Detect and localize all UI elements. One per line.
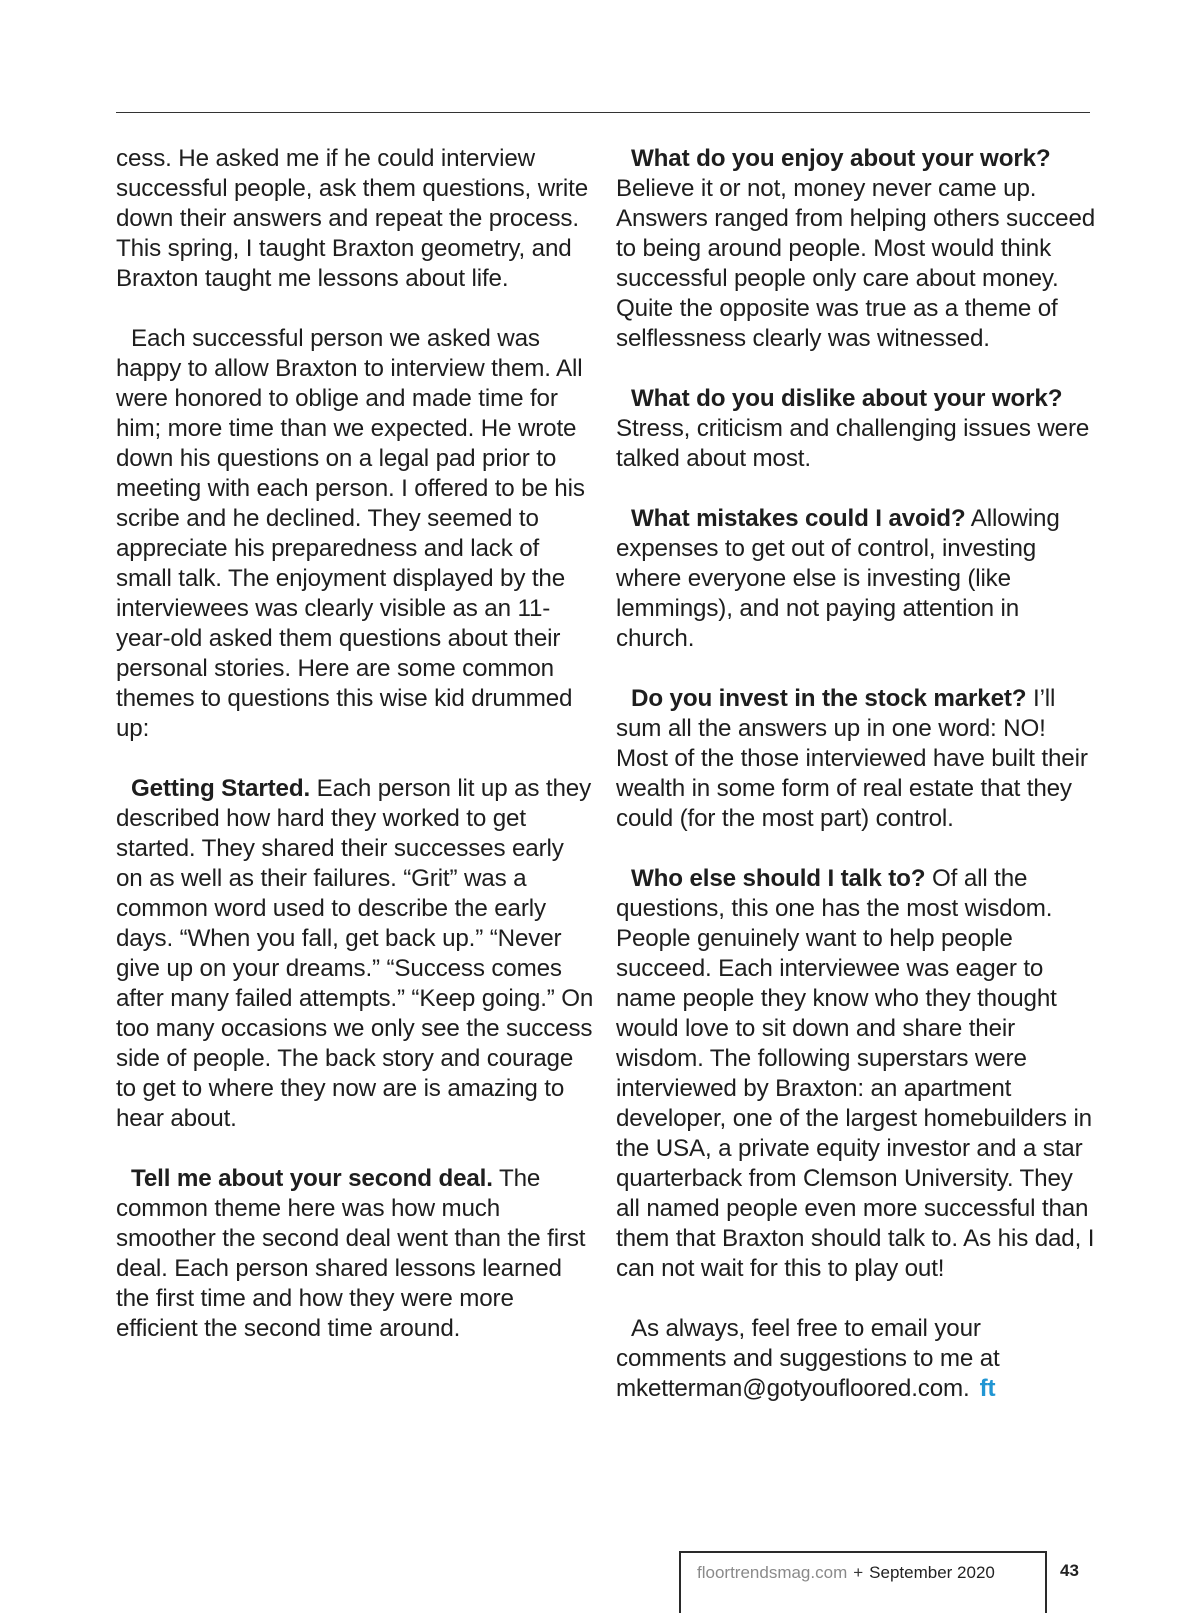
paragraph-body: Each person lit up as they described how hard they worked to get started. They shared their successes early on as well as their failures. “Grit” was a common word used to describe the early days. “When you fall, get back up.” “Never give up on your dreams.” “Success comes after many failed attempts.” “Keep going.” On too many occasions we only see the success side of people. The back story and courage to get to where they now are is amazing to hear about. bbox=[116, 775, 594, 1132]
paragraph-heading: What do you dislike about your work? bbox=[631, 385, 1063, 412]
paragraph bbox=[116, 144, 596, 294]
paragraph-body: Allowing expenses to get out of control, investing where everyone else is investing (like lemmings), and not paying attention in church. bbox=[616, 505, 1060, 652]
paragraph-heading: Do you invest in the stock market? bbox=[631, 685, 1027, 712]
paragraph-body: The common theme here was how much smoother the second deal went than the first deal. Each person shared lessons learned the first time and how they were more efficient the second time around. bbox=[116, 1165, 586, 1342]
page-footer bbox=[679, 1551, 1047, 1613]
paragraph-body: As always, feel free to email your comments and suggestions to me at mketterman@gotyoufloored.com. bbox=[616, 1315, 1000, 1402]
paragraph-body: I’ll sum all the answers up in one word: NO! Most of the those interviewed have built their wealth in some form of real estate that they could (for the most part) control. bbox=[616, 685, 1088, 832]
paragraph-body: Of all the questions, this one has the most wisdom. People genuinely want to help people succeed. Each interviewee was eager to name people they know who they thought would love to sit down and share their wisdom. The following superstars were interviewed by Braxton: an apartment developer, one of the largest homebuilders in the USA, a private equity investor and a star quarterback from Clemson University. They all named people even more successful than them that Braxton should talk to. As his dad, I can not wait for this to play out! bbox=[616, 865, 1095, 1282]
paragraph-body: Believe it or not, money never came up. Answers ranged from helping others succeed to being around people. Most would think successful people only care about money. Quite the opposite was true as a theme of selflessness clearly was witnessed. bbox=[616, 175, 1096, 352]
paragraph bbox=[116, 774, 596, 1134]
left-column bbox=[116, 144, 596, 1344]
paragraph-body: Each successful person we asked was happy to allow Braxton to interview them. All were honored to oblige and made time for him; more time than we expected. He wrote down his questions on a legal pad prior to meeting with each person. I offered to be his scribe and he declined. They seemed to appreciate his preparedness and lack of small talk. The enjoyment displayed by the interviewees was clearly visible as an 11-year-old asked them questions about their personal stories. Here are some common themes to questions this wise kid drummed up: bbox=[116, 325, 585, 742]
paragraph bbox=[616, 1314, 1096, 1404]
paragraph-heading: What do you enjoy about your work? bbox=[631, 145, 1051, 172]
right-column bbox=[616, 144, 1096, 1404]
paragraph bbox=[616, 384, 1096, 474]
paragraph-body: cess. He asked me if he could interview successful people, ask them questions, write down their answers and repeat the process. This spring, I taught Braxton geometry, and Braxton taught me lessons about life. bbox=[116, 145, 589, 292]
paragraph bbox=[116, 1164, 596, 1344]
paragraph-heading: Who else should I talk to? bbox=[631, 865, 926, 892]
paragraph-body: Stress, criticism and challenging issues were talked about most. bbox=[616, 415, 1090, 472]
header-rule bbox=[116, 112, 1090, 113]
footer-separator: + bbox=[853, 1563, 864, 1582]
paragraph-heading: What mistakes could I avoid? bbox=[631, 505, 966, 532]
footer-site-link[interactable]: floortrendsmag.com bbox=[697, 1563, 848, 1582]
footer-date: September 2020 bbox=[869, 1563, 995, 1582]
paragraph-heading: Tell me about your second deal. bbox=[131, 1165, 493, 1192]
paragraph-heading: Getting Started. bbox=[131, 775, 311, 802]
paragraph bbox=[616, 144, 1096, 354]
end-mark-ft: ft bbox=[979, 1375, 996, 1402]
footer-text bbox=[697, 1563, 995, 1583]
paragraph bbox=[616, 864, 1096, 1284]
paragraph bbox=[116, 324, 596, 744]
page-number: 43 bbox=[1060, 1561, 1079, 1580]
paragraph bbox=[616, 504, 1096, 654]
paragraph bbox=[616, 684, 1096, 834]
